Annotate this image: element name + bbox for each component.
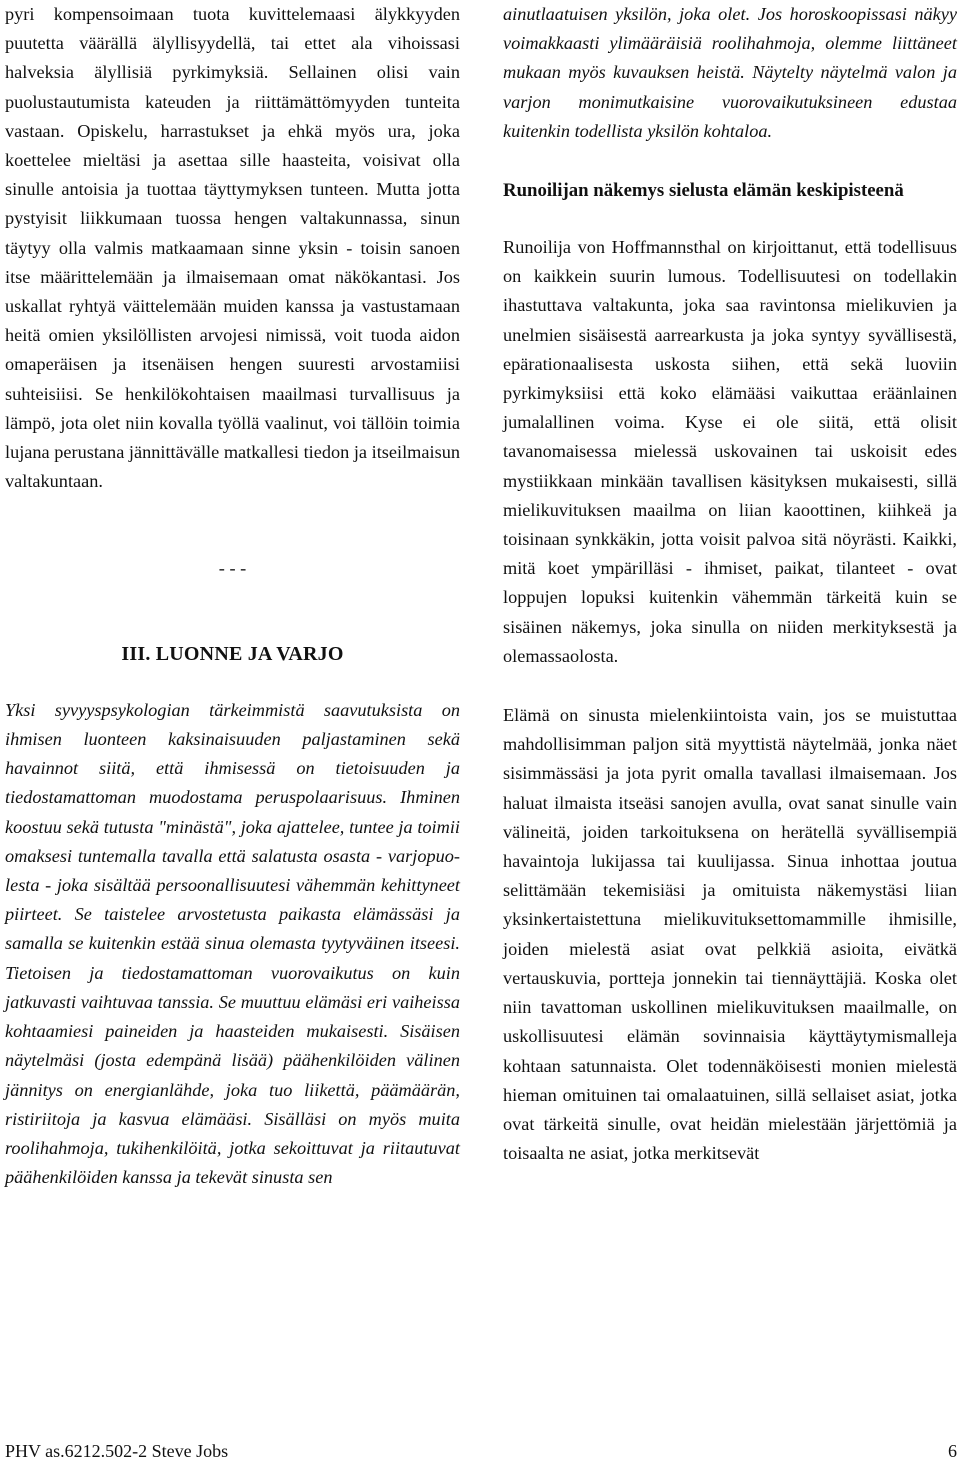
body-paragraph-3: Elämä on sinusta mielenkiintoista vain, jos se muistuttaa mahdollisimman paljon sitä myyttistä näytelmää, jonka näet sisimmässäsi ja jota pyrit omalla tavallasi ilmaisemaan. Jos haluat ilmaista itseäsi sanojen avulla, ovat sanat sinulle vain välineitä, joiden tarkoituksena on herätellä syvällisempiä havaintoja lukijassa tai kuulijassa. Sinua inhottaa joutua selittämään tekemisiäsi ja omituista näkemystäsi liian yksinkertaistettuna mielikuvituksettomammille ihmisille, joiden mielestä asiat ovat pelkkiä asioita, eivätkä vertauskuvia, portteja jonnekin tai tiennäyttäjiä. Koska olet niin tavattoman uskollinen mielikuvituksen maailmalle, on uskollisuutesi elämän sovinnaisia käyttäytymismalleja kohtaan satunnaista. Olet todennäköisesti monien mielestä hieman omituinen tai omalaatuinen, sillä sellaiset asiat, jotka ovat tärkeitä sinulle, ovat heidän mielestään järjettömiä ja toisaalta ne asiat, jotka merkitsevät (503, 705, 957, 1164)
section-subheading: Runoilijan näkemys sielusta elämän keskipisteenä (503, 180, 904, 202)
right-column (503, 0, 957, 1168)
section-separator: - - - (218, 558, 247, 579)
body-paragraph-2: Runoilija von Hoffmannsthal on kirjoittanut, että todellisuus on kaikkein suurin lumous. Todellisuutesi on todellakin ihastuttava valtakunta, joka saa ravintonsa mielikuvien ja unelmien sisäisestä aarrearkusta ja joka syntyy syvällisestä, epärationaalisesta uskosta siihen, että sekä luoviin pyrkimyksiisi että koko elämääsi vaikuttaa eräänlainen jumalallinen voima. Kyse ei ole siitä, että olisit tavanomaisessa mielessä uskovainen tai uskoisit edes mystiikkaan minkään tavallisen käsityksen mukaisesti, sillä mielikuvituksen maailma on liian kaoottinen, kiihkeä ja toisinaan synkkäkin, jotta voisit palvoa sitä nöyrästi. Kaikki, mitä koet ympärilläsi - ihmiset, paikat, tilanteet - ovat loppujen lopuksi kuitenkin vähemmän tärkeitä kuin se sisäinen näkemys, joka sinulla on niiden merkityksestä ja olemassaolosta. (503, 237, 957, 666)
page-number: 6 (948, 1441, 957, 1461)
footer-document-id: PHV as.6212.502-2 Steve Jobs (5, 1441, 229, 1461)
chapter-intro-italic: Yksi syvyyspsykologian tärkeimmistä saavutuksista on ihmisen luonteen kaksinaisuuden paljastaminen sekä havainnot siitä, että ihmisessä on tietoisuuden ja tiedostamattoman muodostama peruspolaarisuus. Ihminen koostuu sekä tutusta "minästä", joka ajattelee, tuntee ja toimii omaksesi tuntemalla tavalla että salatusta osasta - varjopuolesta - joka sisältää persoonallisuutesi vähemmän kehittyneet piirteet. Se taistelee arvostetusta paikasta elämässäsi ja samalla se kuitenkin estää sinua olemasta tyytyväinen itseesi. Tietoisen ja tiedostamattoman vuorovaikutus on kuin jatkuvasti vaihtuvaa tanssia. Se muuttuu elämäsi eri vaiheissa kohtaamiesi paineiden ja haasteiden mukaisesti. Sisäisen näytelmäsi (josta edempänä lisää) päähenkilöiden välinen jännitys on energianlähde, joka tuo liikettä, päämäärän, ristiriitoja ja kasvua elämääsi. Sisälläsi on myös muita roolihahmoja, tukihenkilöitä, jotka sekoittuvat ja riitautuvat päähenkilöiden kanssa ja tekevät sinusta sen (5, 699, 460, 1188)
body-paragraph-1: pyri kompensoimaan tuota kuvittelemaasi älykkyyden puutetta väärällä älyllisyydellä, tai ettet ala vihoissasi halveksia älyllisiä pyrkimyksiä. Sellainen olisi vain puolustautumista kateuden ja riittämättömyyden tunteita vastaan. Opiskelu, harrastukset ja ehkä myös ura, joka koettelee mieltäsi ja asettaa sille haasteita, voisivat olla sinulle antoisia ja tuottaa täyttymyksen tunteen. Mutta jotta pystyisit liikkumaan tuossa hengen valtakunnassa, sinun täytyy olla valmis matkaamaan sinne yksin - toisin sanoen itse määrittelemään ja ilmaisemaan omat näkökantasi. Jos uskallat ryhtyä väittelemään muiden kanssa ja vastustamaan heitä omien yksilöllisten arvojesi nimissä, voit tuoda aidon omaperäisen ja itsenäisen hengen suuresti arvostamiisi suhteisiisi. Se henkilökohtaisen maailmasi turvallisuus ja lämpö, jota olet niin kovalla työllä vaalinut, voi tällöin toimia lujana perustana jännittävälle matkallesi tiedon ja itseilmaisun valtakuntaan. (5, 4, 460, 492)
chapter-intro-italic-continued: ainutlaatuisen yksilön, joka olet. Jos horoskoopissasi näkyy voimakkaasti ylimääräisiä roolihahmoja, olemme liittäneet mukaan myös kuvauksen heistä. Näytelty näytelmä valon ja varjon monimutkaisine vuorovaikutuksineen edustaa kuitenkin todellista yksilön kohtaloa. (503, 4, 957, 141)
left-column (5, 0, 460, 1192)
chapter-title: III. LUONNE JA VARJO (121, 642, 344, 665)
